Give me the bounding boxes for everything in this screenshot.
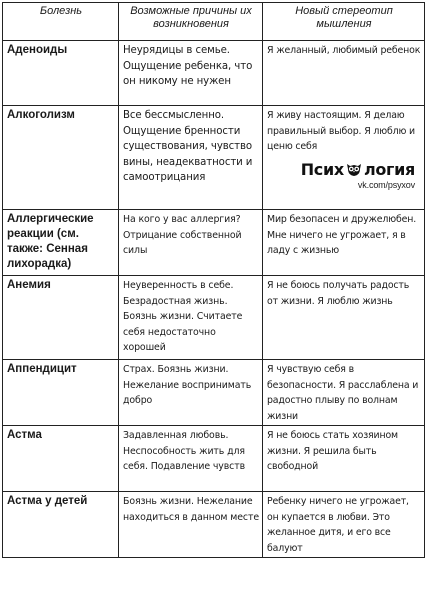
- new-stereotype: Я не боюсь стать хозяином жизни. Я решила быть свободной: [263, 426, 425, 492]
- header-causes: Возможные причины их возникновения: [119, 3, 263, 41]
- disease-cause: Все бессмысленно. Ощущение бренности существования, чувство вины, неадекватности и самоотрицания: [119, 106, 263, 210]
- new-stereotype: Мир безопасен и дружелюбен. Мне ничего не угрожает, я в ладу с жизнью: [263, 210, 425, 276]
- table-row: [3, 41, 425, 106]
- new-stereotype: Я не боюсь получать радость от жизни. Я люблю жизнь: [263, 276, 425, 360]
- table-row: [3, 492, 425, 558]
- new-stereotype: Я живу настоящим. Я делаю правильный выбор. Я люблю и ценю себя: [267, 110, 415, 152]
- new-stereotype-cell: [263, 106, 425, 210]
- disease-cause: Страх. Боязнь жизни. Нежелание воспринимать добро: [119, 360, 263, 426]
- disease-cause: Задавленная любовь. Неспособность жить для себя. Подавление чувств: [119, 426, 263, 492]
- table-row: [3, 360, 425, 426]
- disease-cause: Боязнь жизни. Нежелание находиться в данном месте: [119, 492, 263, 558]
- owl-icon: [345, 161, 363, 177]
- disease-cause: На кого у вас аллергия? Отрицание собственной силы: [119, 210, 263, 276]
- disease-name: Алкоголизм: [3, 106, 119, 210]
- disease-name: Аденоиды: [3, 41, 119, 106]
- disease-table: [2, 2, 425, 558]
- logo-wordmark: [301, 161, 415, 178]
- new-stereotype: Я желанный, любимый ребенок: [263, 41, 425, 106]
- psychology-logo: [267, 161, 421, 191]
- header-disease: Болезнь: [3, 3, 119, 41]
- disease-name: Анемия: [3, 276, 119, 360]
- disease-name: Аллергические реакции (см. также: Сенная лихорадка): [3, 210, 119, 276]
- logo-url: vk.com/psyxov: [357, 180, 415, 190]
- disease-cause: Неуверенность в себе. Безрадостная жизнь. Боязнь жизни. Считаете себя недостаточно хорошей: [119, 276, 263, 360]
- disease-name: Астма: [3, 426, 119, 492]
- table-row: [3, 276, 425, 360]
- new-stereotype: Ребенку ничего не угрожает, он купается в любви. Это желанное дитя, и его все балуют: [263, 492, 425, 558]
- logo-text-part1: Псих: [300, 159, 344, 179]
- disease-name: Аппендицит: [3, 360, 119, 426]
- header-stereotype: Новый стереотип мышления: [263, 3, 425, 41]
- disease-cause: Неурядицы в семье. Ощущение ребенка, что он никому не нужен: [119, 41, 263, 106]
- new-stereotype: Я чувствую себя в безопасности. Я расслаблена и радостно плыву по волнам жизни: [263, 360, 425, 426]
- table-row: [3, 426, 425, 492]
- table-row: [3, 106, 425, 210]
- disease-name: Астма у детей: [3, 492, 119, 558]
- table-row: [3, 210, 425, 276]
- logo-text-part2: логия: [363, 159, 415, 179]
- table-header-row: [3, 3, 425, 41]
